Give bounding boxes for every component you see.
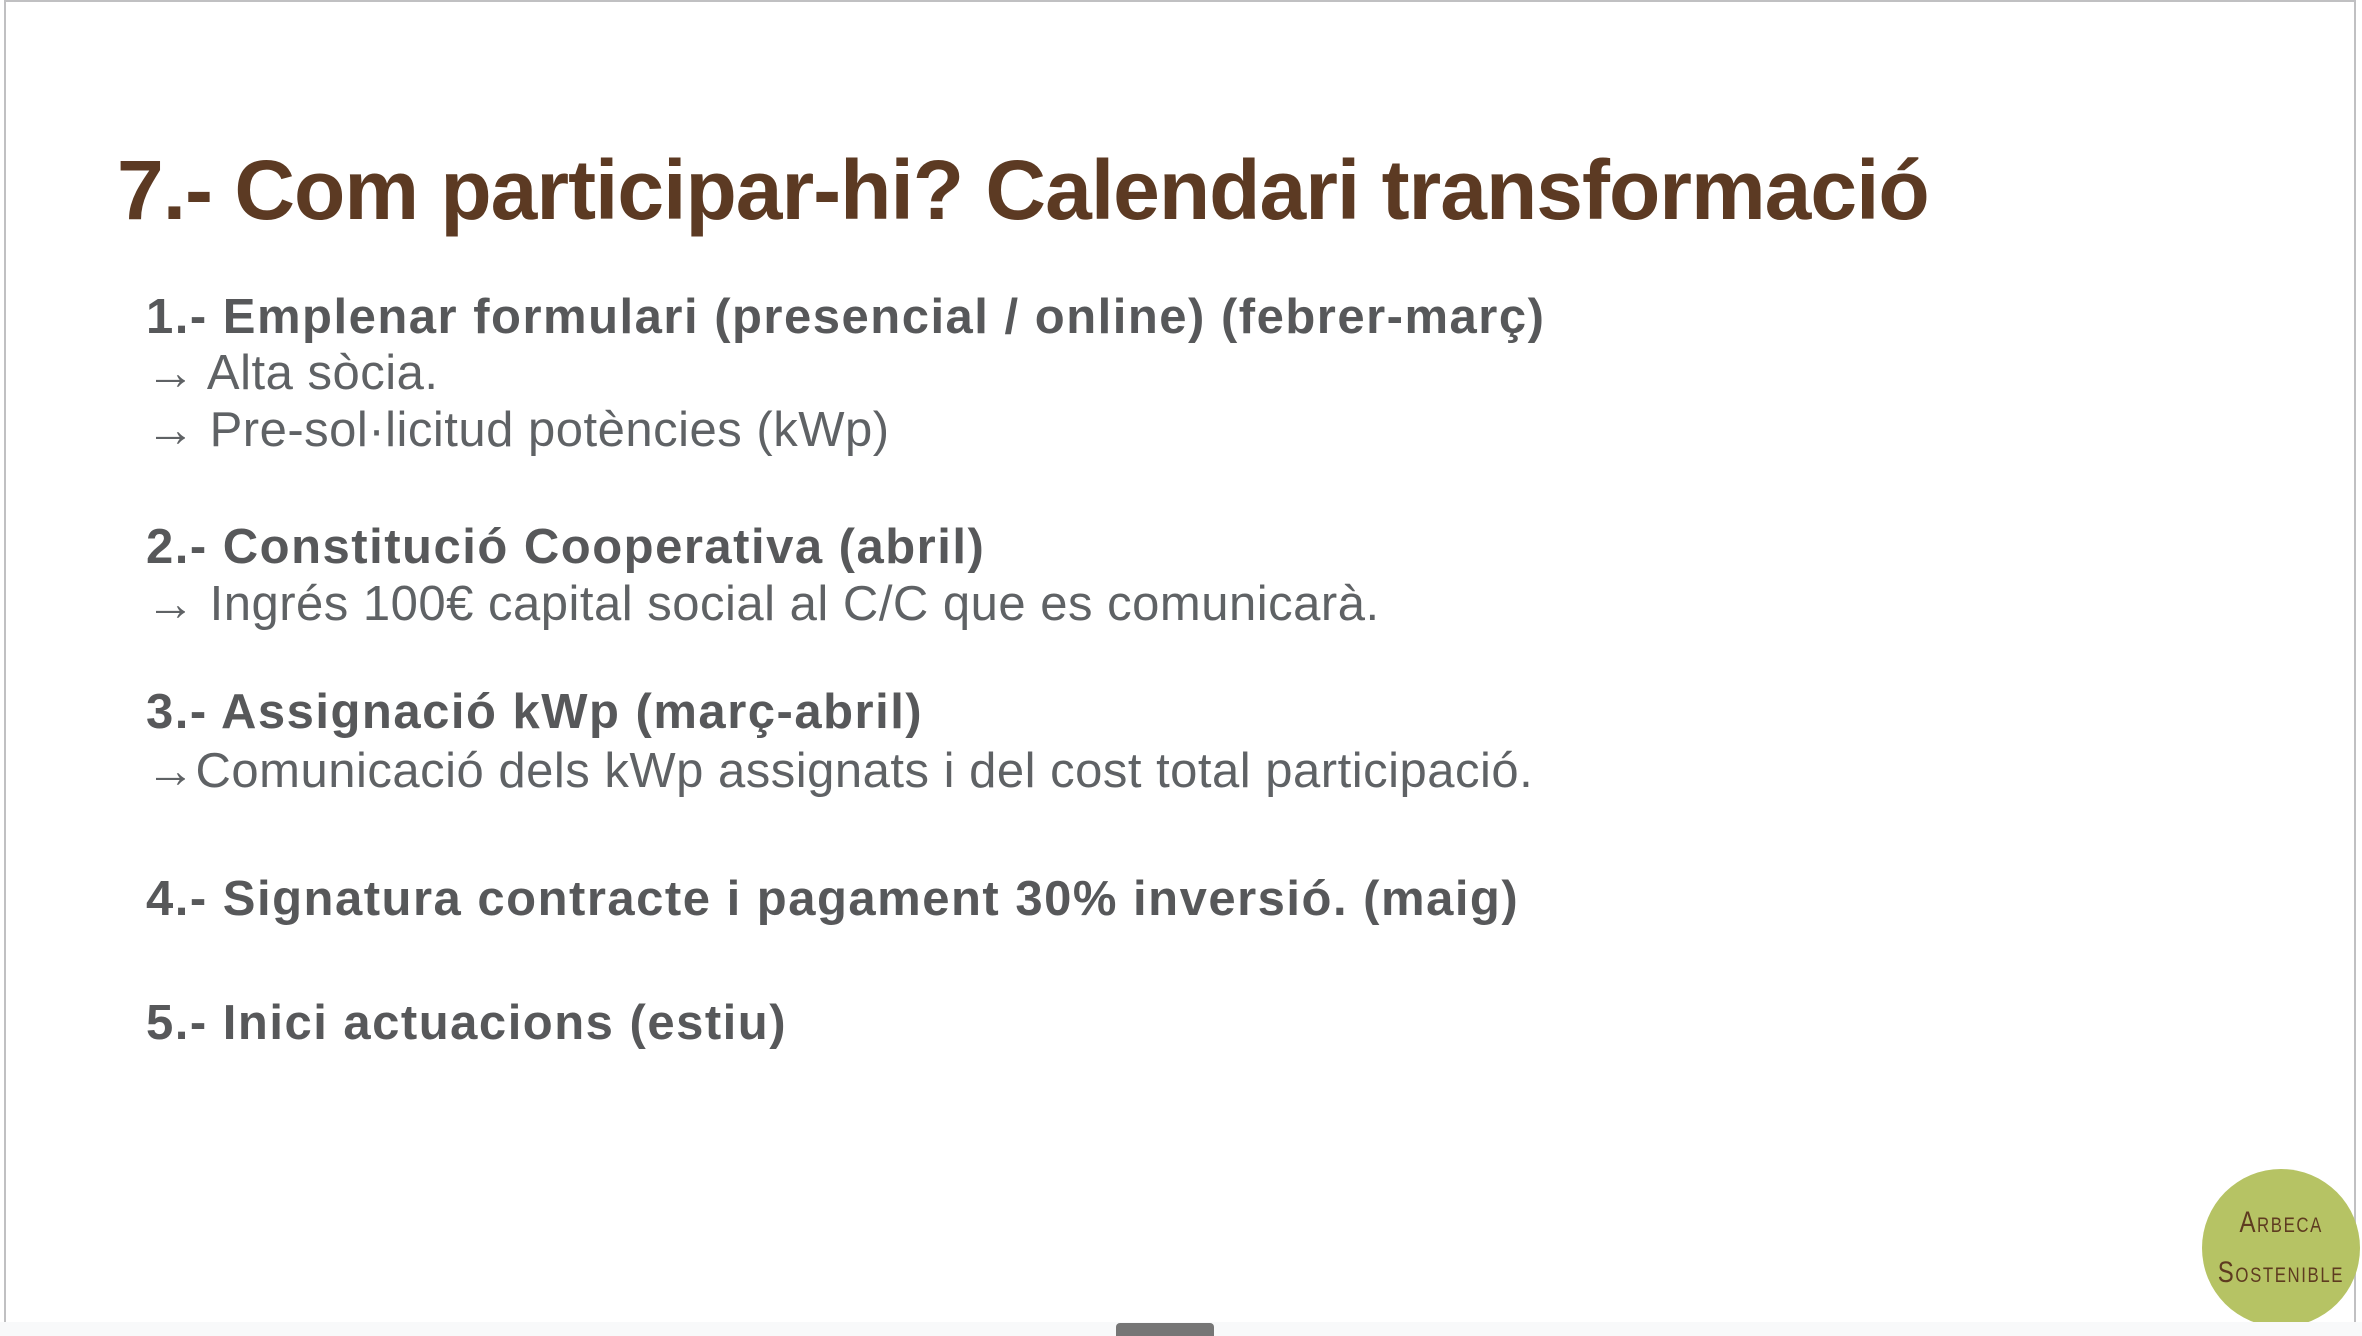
section-1-heading: 1.- Emplenar formulari (presencial / online) (febrer-març) (146, 290, 1546, 344)
section-2-heading: 2.- Constitució Cooperativa (abril) (146, 520, 986, 574)
section-4-heading: 4.- Signatura contracte i pagament 30% inversió. (maig) (146, 872, 1520, 926)
section-2-item-1: → Ingrés 100€ capital social al C/C que es comunicarà. (146, 577, 1380, 631)
section-1-item-2: → Pre-sol·licitud potències (kWp) (146, 403, 890, 457)
bottom-toolbar-handle[interactable] (1116, 1323, 1214, 1336)
logo-text-line-1: Arbeca (2239, 1206, 2323, 1239)
section-3-heading: 3.- Assignació kWp (març-abril) (146, 685, 924, 739)
section-5-heading: 5.- Inici actuacions (estiu) (146, 996, 788, 1050)
section-1-item-1: → Alta sòcia. (146, 346, 439, 400)
slide-canvas (4, 0, 2356, 1322)
arbeca-sostenible-logo (2202, 1169, 2360, 1327)
slide-title: 7.- Com participar-hi? Calendari transformació (117, 143, 1929, 237)
section-3-item-1: →Comunicació dels kWp assignats i del cost total participació. (146, 744, 1534, 798)
logo-text-line-2: Sostenible (2217, 1256, 2345, 1289)
